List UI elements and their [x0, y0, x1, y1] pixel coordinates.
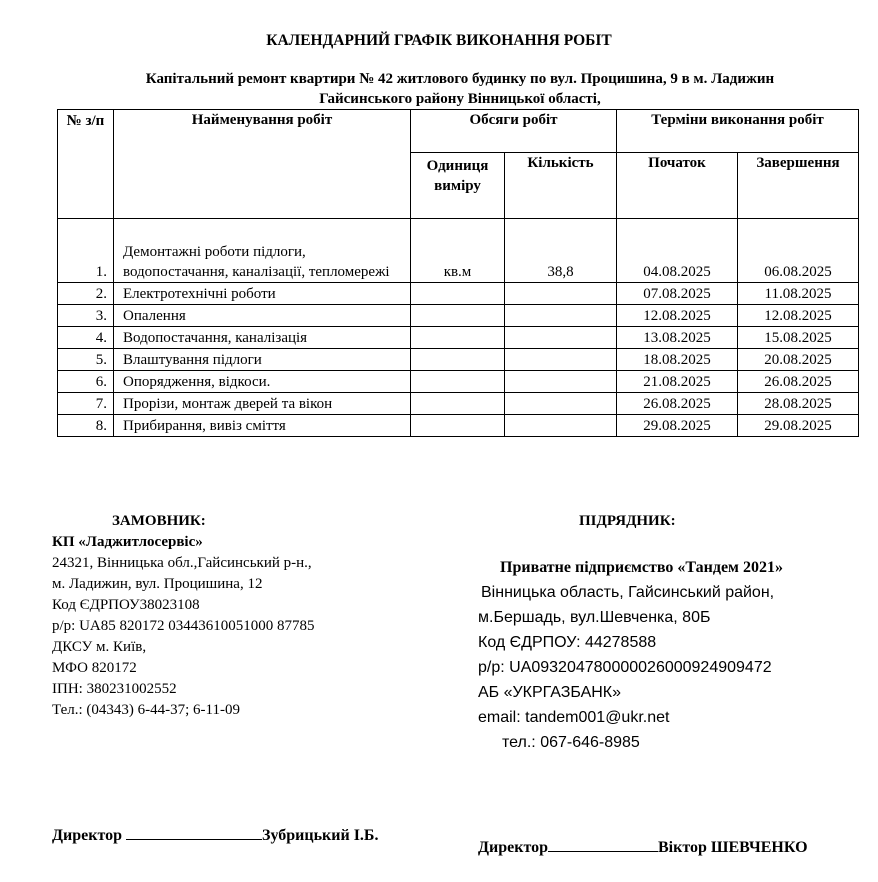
row-qty: 38,8: [505, 219, 617, 283]
customer-mfo: МФО 820172: [52, 660, 137, 676]
customer-block: [52, 532, 315, 721]
row-start: 04.08.2025: [617, 219, 738, 283]
customer-bank: ДКСУ м. Київ,: [52, 639, 147, 655]
contractor-bank: АБ «УКРГАЗБАНК»: [478, 684, 622, 701]
customer-ipn: ІПН: 380231002552: [52, 681, 177, 697]
row-unit: [411, 305, 505, 327]
row-end: 28.08.2025: [738, 393, 859, 415]
row-qty: [505, 415, 617, 437]
contractor-address-line: м.Бершадь, вул.Шевченка, 80Б: [478, 609, 711, 626]
row-qty: [505, 393, 617, 415]
contractor-name: Приватне підприємство «Тандем 2021»: [500, 559, 783, 576]
row-num: 5.: [58, 349, 114, 371]
table-row: [58, 371, 859, 393]
table-row: [58, 283, 859, 305]
row-qty: [505, 283, 617, 305]
row-unit: [411, 349, 505, 371]
customer-phone: Тел.: (04343) 6-44-37; 6-11-09: [52, 702, 240, 718]
row-num: 7.: [58, 393, 114, 415]
customer-address-line: 24321, Вінницька обл.,Гайсинський р-н.,: [52, 555, 312, 571]
row-name: Прибирання, вивіз сміття: [114, 415, 411, 437]
row-unit: [411, 283, 505, 305]
row-qty: [505, 327, 617, 349]
table-row: [58, 393, 859, 415]
table-row: [58, 219, 859, 283]
contractor-edrpou: Код ЄДРПОУ: 44278588: [478, 634, 657, 651]
row-start: 13.08.2025: [617, 327, 738, 349]
contractor-sign-name: Віктор ШЕВЧЕНКО: [658, 839, 808, 856]
document-subtitle: [60, 69, 860, 109]
row-start: 26.08.2025: [617, 393, 738, 415]
header-start: Початок: [617, 153, 738, 219]
header-volumes: Обсяги робіт: [411, 110, 617, 153]
customer-signature: [52, 827, 379, 845]
header-num: № з/п: [58, 110, 114, 219]
row-end: 12.08.2025: [738, 305, 859, 327]
row-end: 20.08.2025: [738, 349, 859, 371]
row-end: 15.08.2025: [738, 327, 859, 349]
row-qty: [505, 305, 617, 327]
row-start: 21.08.2025: [617, 371, 738, 393]
row-num: 2.: [58, 283, 114, 305]
table-row: [58, 327, 859, 349]
row-unit: кв.м: [411, 219, 505, 283]
row-name: Опалення: [114, 305, 411, 327]
contractor-email: email: tandem001@ukr.net: [478, 709, 670, 726]
contractor-title: ПІДРЯДНИК:: [579, 513, 676, 529]
header-end: Завершення: [738, 153, 859, 219]
row-start: 18.08.2025: [617, 349, 738, 371]
row-start: 12.08.2025: [617, 305, 738, 327]
customer-edrpou: Код ЄДРПОУ38023108: [52, 597, 200, 613]
row-num: 1.: [58, 219, 114, 283]
row-num: 6.: [58, 371, 114, 393]
row-name: Влаштування підлоги: [114, 349, 411, 371]
row-unit: [411, 371, 505, 393]
row-end: 06.08.2025: [738, 219, 859, 283]
row-name: Прорізи, монтаж дверей та вікон: [114, 393, 411, 415]
header-name: Найменування робіт: [114, 110, 411, 219]
customer-signature-line: [126, 839, 262, 840]
customer-sign-name: Зубрицький І.Б.: [262, 827, 379, 844]
contractor-phone: тел.: 067-646-8985: [502, 734, 640, 751]
row-unit: [411, 415, 505, 437]
header-unit: Одиниця виміру: [411, 153, 505, 219]
subtitle-line-2: Гайсинського району Вінницької області,: [319, 91, 601, 107]
customer-title: ЗАМОВНИК:: [112, 513, 206, 529]
table-row: [58, 305, 859, 327]
contractor-account: р/р: UA093204780000026000924909472: [478, 659, 772, 676]
row-qty: [505, 371, 617, 393]
table-header-row: [58, 110, 859, 153]
row-num: 3.: [58, 305, 114, 327]
customer-account: р/р: UA85 820172 03443610051000 87785: [52, 618, 315, 634]
row-unit: [411, 327, 505, 349]
row-end: 26.08.2025: [738, 371, 859, 393]
table-row: [58, 349, 859, 371]
row-start: 29.08.2025: [617, 415, 738, 437]
customer-sign-label: Директор: [52, 827, 122, 844]
contractor-signature: [478, 839, 808, 857]
row-name: Демонтажні роботи підлоги, водопостачання, каналізації, тепломережі: [114, 219, 411, 283]
customer-name: КП «Ладжитлосервіс»: [52, 534, 203, 550]
contractor-sign-label: Директор: [478, 839, 548, 856]
header-terms: Терміни виконання робіт: [617, 110, 859, 153]
row-qty: [505, 349, 617, 371]
row-name: Електротехнічні роботи: [114, 283, 411, 305]
row-num: 8.: [58, 415, 114, 437]
subtitle-line-1: Капітальний ремонт квартири № 42 житлового будинку по вул. Процишина, 9 в м. Ладижин: [145, 71, 775, 87]
table-row: [58, 415, 859, 437]
row-end: 29.08.2025: [738, 415, 859, 437]
row-name: Водопостачання, каналізація: [114, 327, 411, 349]
contractor-block: [478, 555, 783, 755]
document-title: КАЛЕНДАРНИЙ ГРАФІК ВИКОНАННЯ РОБІТ: [266, 32, 612, 49]
customer-address-line: м. Ладижин, вул. Процишина, 12: [52, 576, 263, 592]
contractor-address-line: Вінницька область, Гайсинський район,: [481, 584, 775, 601]
contractor-signature-line: [548, 851, 658, 852]
row-start: 07.08.2025: [617, 283, 738, 305]
row-num: 4.: [58, 327, 114, 349]
row-unit: [411, 393, 505, 415]
row-end: 11.08.2025: [738, 283, 859, 305]
header-qty: Кількість: [505, 153, 617, 219]
row-name: Опорядження, відкоси.: [114, 371, 411, 393]
schedule-table: [57, 109, 859, 437]
